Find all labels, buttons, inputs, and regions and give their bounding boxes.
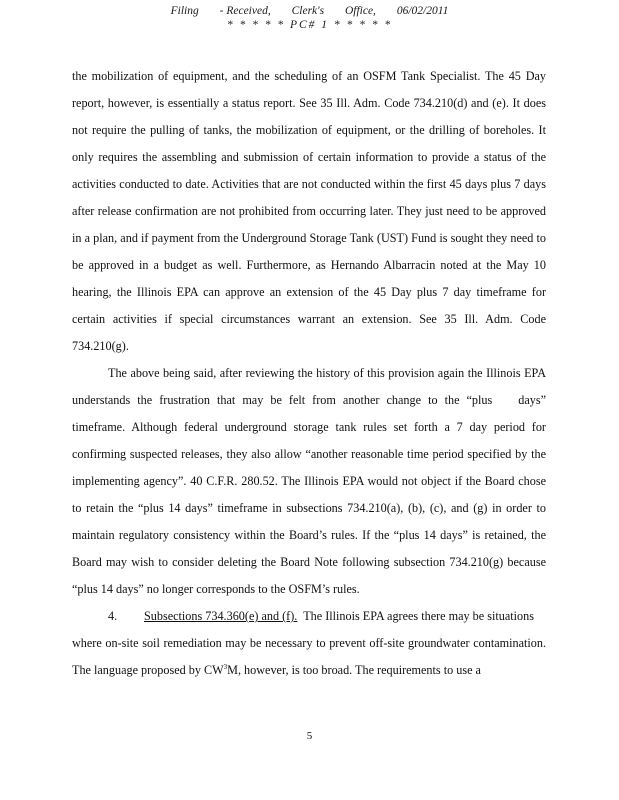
paragraph-3-heading: Subsections 734.360(e) and (f). bbox=[144, 609, 298, 623]
paragraph-2-start: The above being said, after reviewing the history of this provision again the Illinois EPA understands the frustration that may be felt from another change to the “plus bbox=[72, 366, 546, 407]
paragraph-3-continuation bbox=[72, 630, 546, 684]
stamp-filing: Filing bbox=[170, 5, 199, 17]
page-number: 5 bbox=[306, 730, 313, 742]
stamp-date: 06/02/2011 bbox=[396, 5, 449, 17]
superscript-3: 3 bbox=[223, 662, 228, 671]
paragraph-3-cont-b: M, however, is too broad. The requirements to use a bbox=[227, 663, 481, 677]
stamp-office: Office, bbox=[344, 5, 376, 17]
paragraph-3-line1-rest: The Illinois EPA agrees there may be situations bbox=[303, 609, 534, 623]
filing-stamp bbox=[0, 5, 619, 17]
paragraph-1: the mobilization of equipment, and the scheduling of an OSFM Tank Specialist. The 45 Day report, however, is essentially a status report. See 35 Ill. Adm. Code 734.210(d) and (e). It does not require the pulling of tanks, the mobilization of equipment, or the drilling of boreholes. It only requires the assembling and submission of certain information to provide a status of the activities conducted to date. Activities that are not conducted within the first 45 days plus 7 days after release confirmation are not prohibited from occurring later. They just need to be approved in a plan, and if payment from the Underground Storage Tank (UST) Fund is sought they need to be approved in a budget as well. Furthermore, as Hernando Albarracin noted at the May 10 hearing, the Illinois EPA can approve an extension of the 45 Day plus 7 day timeframe for certain activities if special circumstances warrant an extension. See 35 Ill. Adm. Code 734.210(g). bbox=[72, 69, 546, 353]
paragraph-3-first-line bbox=[72, 603, 546, 630]
stamp-received: - Received, bbox=[219, 5, 271, 17]
paragraph-3-heading-line bbox=[144, 603, 534, 630]
paragraph-2-rest: days” timeframe. Although federal underground storage tank rules set forth a 7 day period for confirming suspected releases, they also allow “another reasonable time period specified by the implementing agency”. 40 C.F.R. 280.52. The Illinois EPA would not object if the Board chose to retain the “plus 14 days” timeframe in subsections 734.210(a), (b), (c), and (g) in order to maintain regulatory consistency within the Board’s rules. If the “plus 14 days” is retained, the Board may wish to consider deleting the Board Note following subsection 734.210(g) because “plus 14 days” no longer corresponds to the OSFM’s rules. bbox=[72, 393, 546, 596]
paragraph-3-number: 4. bbox=[108, 609, 118, 623]
stamp-pc-line: * * * * * PC# 1 * * * * * bbox=[226, 19, 393, 31]
document-body bbox=[72, 63, 546, 684]
paragraph-2 bbox=[72, 360, 546, 603]
stamp-clerks: Clerk's bbox=[291, 5, 325, 17]
paragraph-3-cont-a: where on-site soil remediation may be necessary to prevent off-site groundwater contamination. The language proposed by CW bbox=[72, 636, 546, 677]
